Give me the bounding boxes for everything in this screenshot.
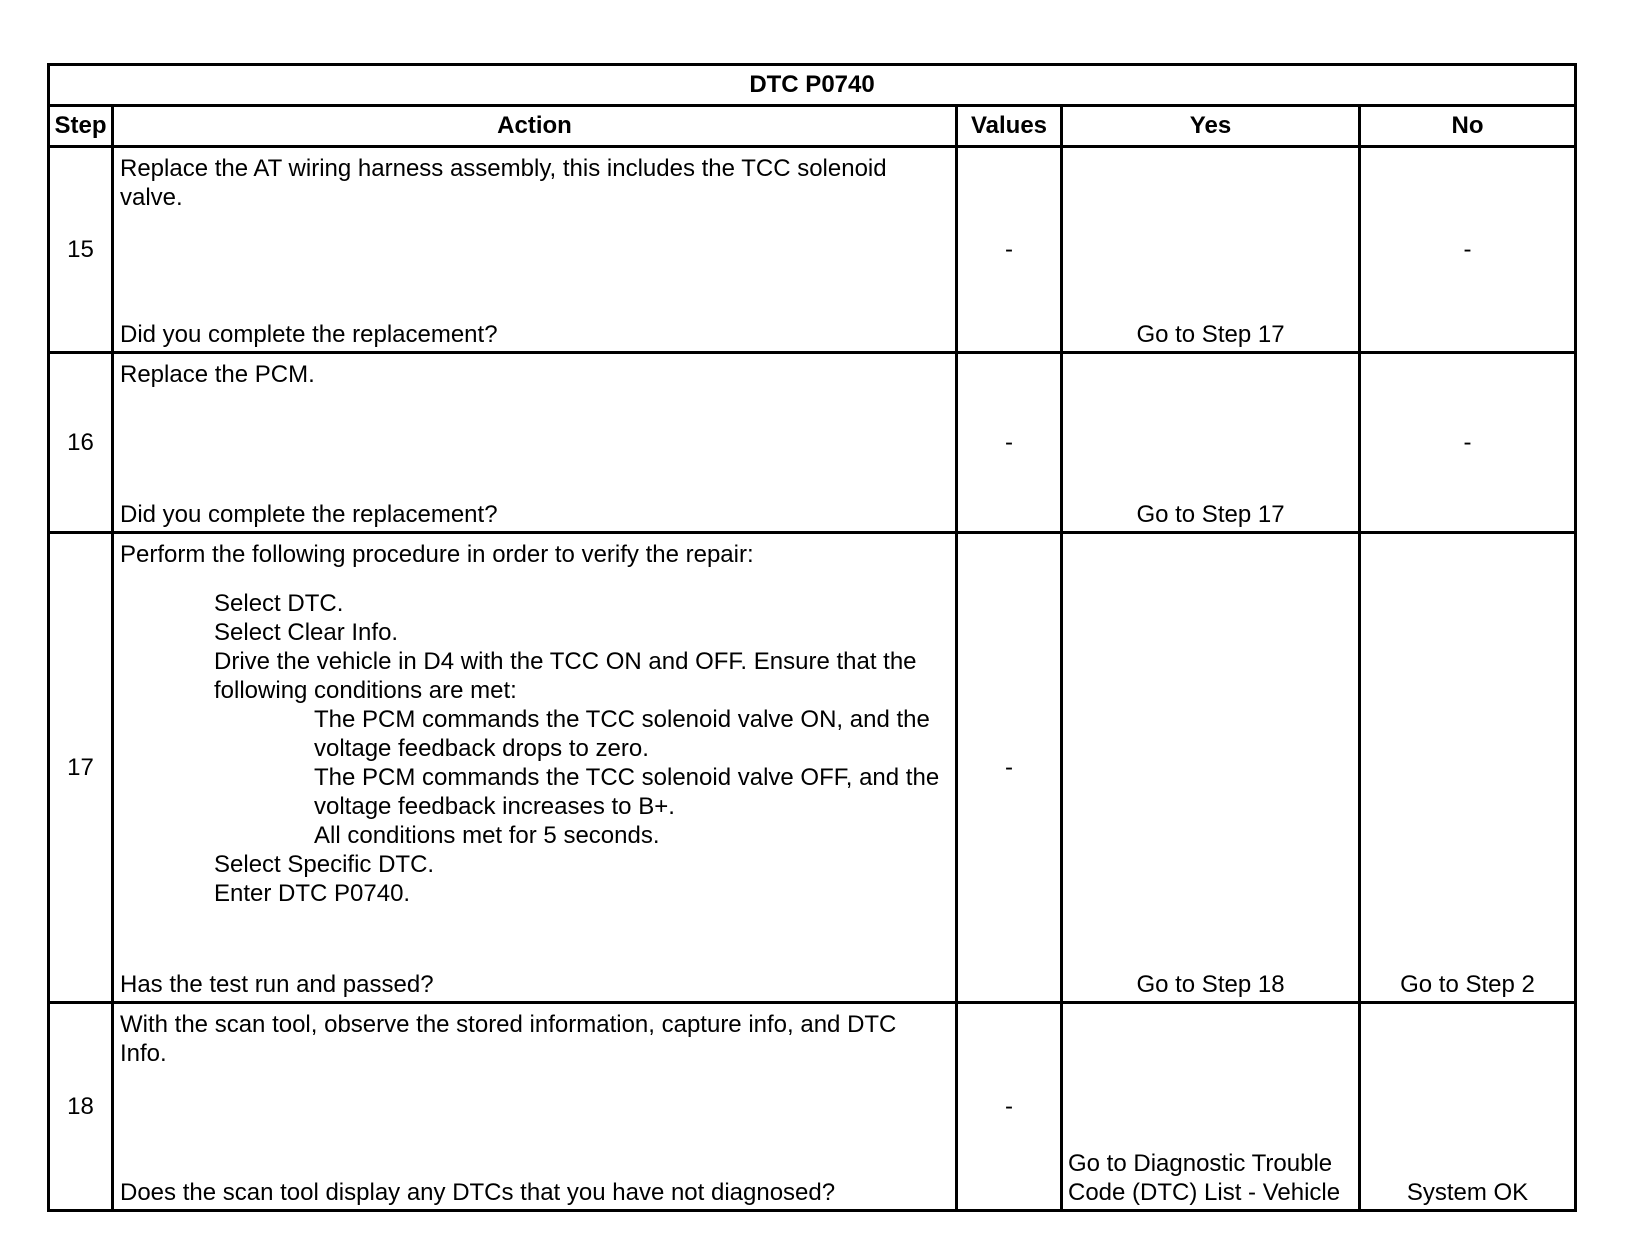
yes-cell: Go to Step 18 <box>1062 533 1360 1003</box>
procedure-step: Select Specific DTC. <box>214 851 435 878</box>
procedure-substep: All conditions met for 5 seconds. <box>314 822 660 849</box>
procedure-substep: The PCM commands the TCC solenoid valve ON, and the voltage feedback drops to zero. <box>314 706 930 762</box>
header-values: Values <box>957 106 1062 147</box>
action-cell <box>113 147 957 353</box>
table-row <box>49 533 1576 1003</box>
step-number: 15 <box>49 147 113 353</box>
procedure-list <box>214 589 955 908</box>
action-question: Does the scan tool display any DTCs that you have not diagnosed? <box>120 1179 836 1206</box>
procedure-step: Drive the vehicle in D4 with the TCC ON and OFF. Ensure that the following conditions are met: <box>214 648 917 704</box>
table-row <box>49 1003 1576 1211</box>
values-cell: - <box>957 533 1062 1003</box>
no-cell: - <box>1360 353 1576 533</box>
action-cell <box>113 1003 957 1211</box>
step-number: 18 <box>49 1003 113 1211</box>
action-instruction: Perform the following procedure in order to verify the repair: <box>120 541 754 568</box>
no-cell: Go to Step 2 <box>1360 533 1576 1003</box>
action-question: Did you complete the replacement? <box>120 501 498 528</box>
yes-cell: Go to Diagnostic Trouble Code (DTC) List - Vehicle <box>1062 1003 1360 1211</box>
header-row <box>49 106 1576 147</box>
procedure-step: Enter DTC P0740. <box>214 880 411 907</box>
values-cell: - <box>957 147 1062 353</box>
header-no: No <box>1360 106 1576 147</box>
action-cell <box>113 353 957 533</box>
no-cell: - <box>1360 147 1576 353</box>
header-action: Action <box>113 106 957 147</box>
header-step: Step <box>49 106 113 147</box>
values-cell: - <box>957 1003 1062 1211</box>
procedure-step: Select Clear Info. <box>214 619 399 646</box>
step-number: 17 <box>49 533 113 1003</box>
values-cell: - <box>957 353 1062 533</box>
step-number: 16 <box>49 353 113 533</box>
title-row <box>49 65 1576 106</box>
table-row <box>49 147 1576 353</box>
table-row <box>49 353 1576 533</box>
procedure-step: Select DTC. <box>214 590 344 617</box>
action-cell <box>113 533 957 1003</box>
yes-cell: Go to Step 17 <box>1062 353 1360 533</box>
action-instruction: With the scan tool, observe the stored information, capture info, and DTC Info. <box>120 1011 897 1067</box>
action-instruction: Replace the AT wiring harness assembly, this includes the TCC solenoid valve. <box>120 155 887 211</box>
yes-cell: Go to Step 17 <box>1062 147 1360 353</box>
header-yes: Yes <box>1062 106 1360 147</box>
no-cell: System OK <box>1360 1003 1576 1211</box>
dtc-table <box>47 63 1577 1212</box>
action-instruction: Replace the PCM. <box>120 361 315 388</box>
table-title: DTC P0740 <box>49 65 1576 106</box>
action-question: Has the test run and passed? <box>120 971 434 998</box>
procedure-substep: The PCM commands the TCC solenoid valve OFF, and the voltage feedback increases to B+. <box>314 764 940 820</box>
action-question: Did you complete the replacement? <box>120 321 498 348</box>
